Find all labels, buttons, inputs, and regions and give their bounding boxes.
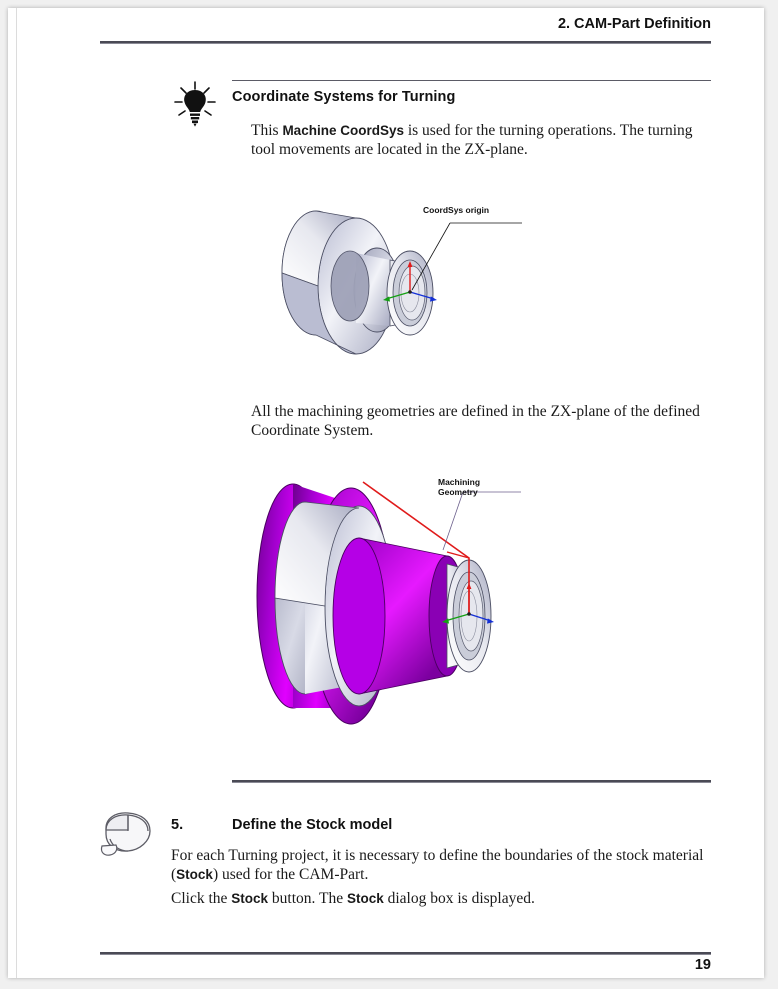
step-paragraph2-b: button. The [268, 890, 347, 907]
paragraph1-post: is used for the turning operations. The turning tool movements are located in the ZX-plane. [251, 122, 693, 158]
paragraph1-pre: This [251, 122, 283, 139]
page-header-title: 2. CAM-Part Definition [557, 16, 711, 32]
section-title: Coordinate Systems for Turning [232, 89, 456, 105]
machining-geometry-callout-line1: Machining [438, 477, 481, 487]
step-title: Define the Stock model [232, 817, 393, 833]
paragraph1-bold: Machine CoordSys [282, 123, 404, 138]
step-paragraph1-bold: Stock [176, 867, 213, 882]
coordsys-origin-callout: CoordSys origin [423, 205, 490, 215]
step-number: 5. [171, 817, 184, 833]
step-paragraph-1 [171, 846, 716, 884]
step-paragraph2-bold1: Stock [231, 891, 269, 906]
step-paragraph-2 [171, 889, 716, 908]
step-paragraph1-a: For each Turning project, it is necessary to define the boundaries of the stock material ( [171, 847, 704, 883]
mouse-icon [98, 808, 160, 858]
step-paragraph2-bold2: Stock [346, 891, 384, 906]
turning-part-coordsys-figure [238, 168, 538, 383]
turning-part-machining-geometry-figure [233, 446, 553, 736]
step-paragraph1-b: ) used for the CAM-Part. [212, 866, 369, 883]
section-divider [232, 80, 711, 81]
header-divider [100, 41, 711, 44]
page-left-margin [8, 8, 17, 978]
lightbulb-icon [171, 80, 219, 128]
step-paragraph2-a: Click the [171, 890, 232, 907]
machining-geometry-callout-line2: Geometry [438, 487, 478, 497]
section-paragraph-2: All the machining geometries are defined in the ZX-plane of the defined Coordinate System. [251, 403, 700, 439]
step-paragraph2-c: dialog box is displayed. [383, 890, 535, 907]
step-divider [232, 780, 711, 783]
section-paragraph-1 [251, 121, 716, 159]
machining-geometry-callout [438, 477, 480, 497]
page-number: 19 [694, 957, 711, 973]
footer-divider [100, 952, 711, 955]
document-page [8, 8, 764, 978]
